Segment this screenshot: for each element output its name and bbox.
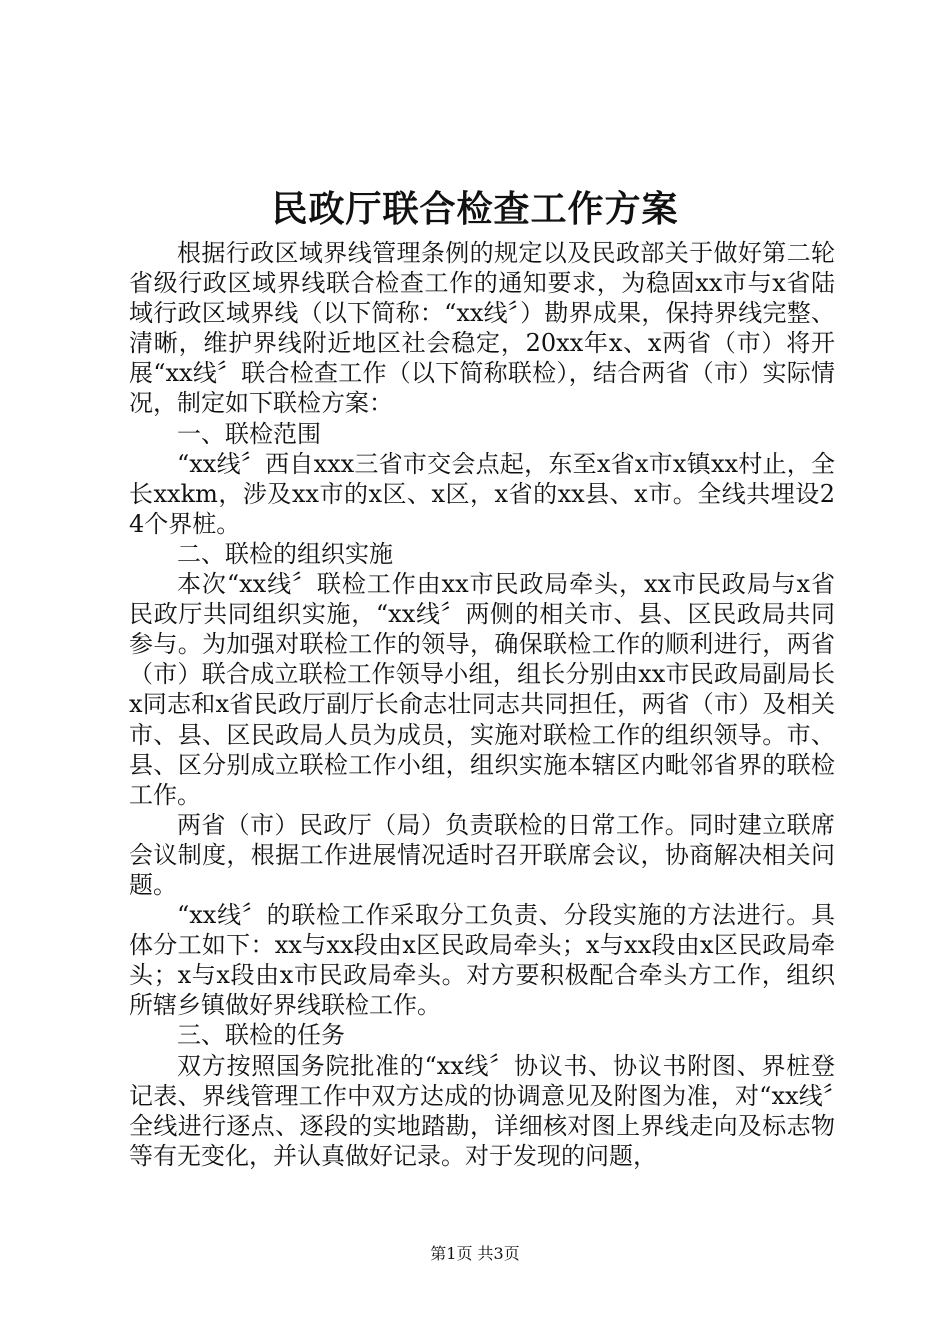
section-heading-scope: 一、联检范围 bbox=[177, 419, 321, 448]
paragraph-intro: 根据行政区域界线管理条例的规定以及民政部关于做好第二轮省级行政区域界线联合检查工作的通知要求，为稳固xx市与x省陆域行政区域界线（以下简称：“xx线〞）勘界成果，保持界线完整、清晰，维护界线附近地区社会稳定，20xx年x、x两省（市）将开展“xx线〞联合检查工作（以下简称联检），结合两省（市）实际情况，制定如下联检方案： bbox=[129, 239, 835, 418]
document-title: 民政厅联合检查工作方案 bbox=[271, 188, 679, 230]
paragraph-daily-work: 两省（市）民政厅（局）负责联检的日常工作。同时建立联席会议制度，根据工作进展情况适时召开联席会议，协商解决相关问题。 bbox=[129, 810, 835, 899]
paragraph-tasks: 双方按照国务院批准的“xx线〞协议书、协议书附图、界桩登记表、界线管理工作中双方达成的协调意见及附图为准，对“xx线〞全线进行逐点、逐段的实地踏勘，详细核对图上界线走向及标志物等有无变化，并认真做好记录。对于发现的问题， bbox=[129, 1051, 835, 1170]
section-heading-tasks: 三、联检的任务 bbox=[177, 1021, 345, 1050]
paragraph-organization: 本次“xx线〞联检工作由xx市民政局牵头，xx市民政局与x省民政厅共同组织实施，“xx线〞两侧的相关市、县、区民政局共同参与。为加强对联检工作的领导，确保联检工作的顺利进行，两省（市）联合成立联检工作领导小组，组长分别由xx市民政局副局长x同志和x省民政厅副厅长俞志壮同志共同担任，两省（市）及相关市、县、区民政局人员为成员，实施对联检工作的组织领导。市、县、区分别成立联检工作小组，组织实施本辖区内毗邻省界的联检工作。 bbox=[129, 570, 835, 809]
section-heading-organization: 二、联检的组织实施 bbox=[177, 539, 393, 568]
page-footer: 第1页 共3页 bbox=[430, 1244, 520, 1263]
document-body bbox=[129, 238, 835, 1171]
paragraph-scope: “xx线〞西自xxx三省市交会点起，东至x省x市x镇xx村止，全长xxkm，涉及xx市的x区、x区，x省的xx县、x市。全线共埋设24个界桩。 bbox=[129, 449, 835, 538]
paragraph-division: “xx线〞的联检工作采取分工负责、分段实施的方法进行。具体分工如下：xx与xx段由x区民政局牵头；x与xx段由x区民政局牵头；x与x段由x市民政局牵头。对方要积极配合牵头方工作，组织所辖乡镇做好界线联检工作。 bbox=[129, 901, 835, 1020]
